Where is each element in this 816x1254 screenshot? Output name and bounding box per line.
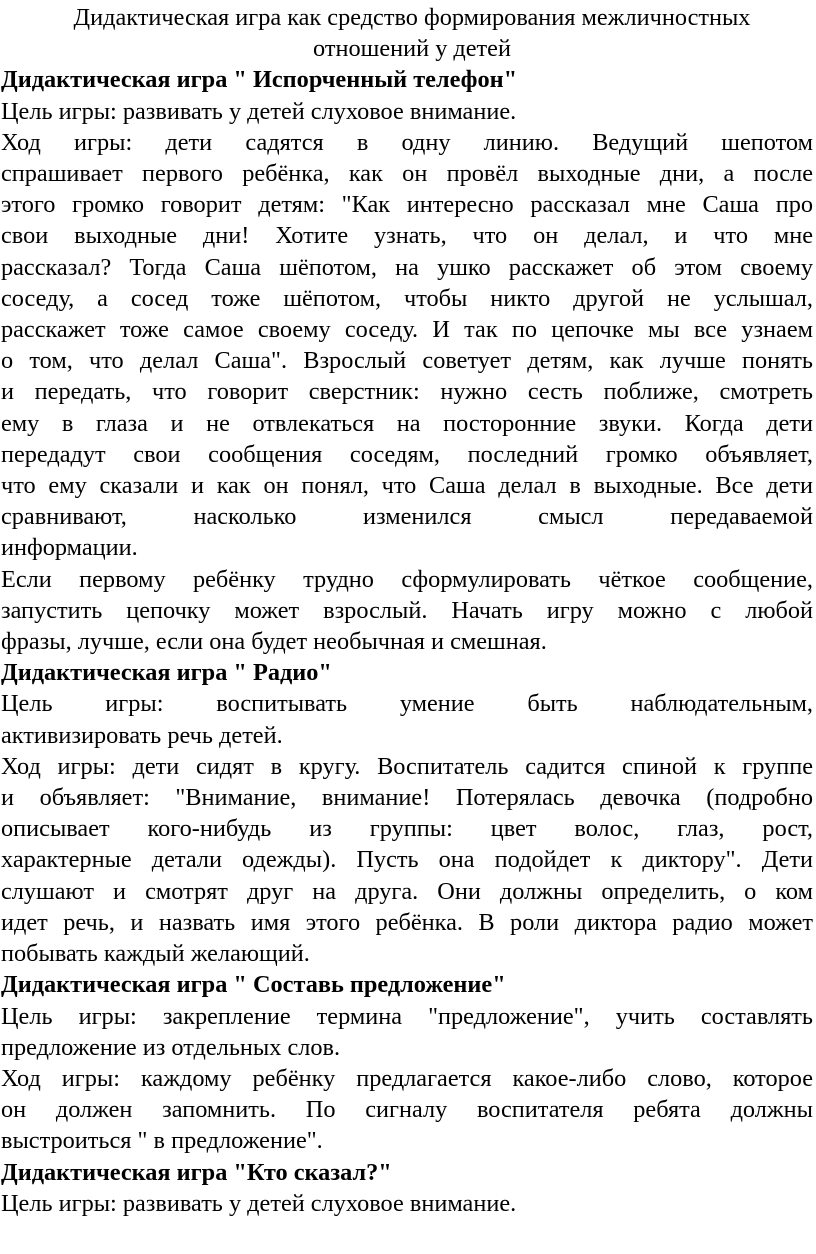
paragraph-line: рассказал? Тогда Саша шёпотом, на ушко расскажет об этом своему: [1, 253, 813, 281]
document-title-line: отношений у детей: [313, 35, 511, 63]
paragraph-line: Если первому ребёнку трудно сформулировать чёткое сообщение,: [1, 565, 813, 593]
paragraph-line: Цель игры: развивать у детей слуховое внимание.: [1, 1189, 517, 1217]
paragraph-line: передадут свои сообщения соседям, последний громко объявляет,: [1, 440, 813, 468]
paragraph: [1, 96, 813, 127]
paragraph: [1, 688, 813, 750]
paragraph: [1, 1001, 813, 1063]
paragraph-line: Цель игры: воспитывать умение быть наблюдательным,: [1, 690, 813, 718]
paragraph-line: о том, что делал Саша". Взрослый советует детям, как лучше понять: [1, 347, 813, 375]
paragraph-line: этого громко говорит детям: "Как интересно рассказал мне Саша про: [1, 191, 813, 219]
section-heading: Дидактическая игра " Испорченный телефон": [1, 66, 518, 94]
paragraph-line: Цель игры: закрепление термина "предложение", учить составлять: [1, 1002, 813, 1030]
paragraph-line: побывать каждый желающий.: [1, 940, 310, 968]
paragraph: [1, 127, 813, 564]
paragraph: [1, 564, 813, 658]
paragraph-line: что ему сказали и как он понял, что Саша делал в выходные. Все дети: [1, 472, 813, 500]
paragraph-line: расскажет тоже самое своему соседу. И так по цепочке мы все узнаем: [1, 316, 813, 344]
paragraph-line: запустить цепочку может взрослый. Начать игру можно с любой: [1, 596, 813, 624]
paragraph-line: соседу, а сосед тоже шёпотом, чтобы никто другой не услышал,: [1, 284, 813, 312]
paragraph-line: слушают и смотрят друг на друга. Они должны определить, о ком: [1, 877, 813, 905]
paragraph-line: Ход игры: дети сидят в кругу. Воспитатель садится спиной к группе: [1, 752, 813, 780]
paragraph-line: спрашивает первого ребёнка, как он провёл выходные дни, а после: [1, 160, 813, 188]
paragraph-line: Ход игры: дети садятся в одну линию. Ведущий шепотом: [1, 128, 813, 156]
paragraph-line: ему в глаза и не отвлекаться на посторонние звуки. Когда дети: [1, 409, 813, 437]
document-title: [1, 0, 813, 64]
section-heading: Дидактическая игра " Радио": [1, 659, 332, 687]
paragraph-line: идет речь, и назвать имя этого ребёнка. В роли диктора радио может: [1, 908, 813, 936]
paragraph-line: фразы, лучше, если она будет необычная и смешная.: [1, 628, 547, 656]
paragraph-line: свои выходные дни! Хотите узнать, что он делал, и что мне: [1, 222, 813, 250]
paragraph-line: Цель игры: развивать у детей слуховое внимание.: [1, 97, 517, 125]
paragraph: [1, 751, 813, 969]
section-heading: Дидактическая игра " Составь предложение": [1, 971, 506, 999]
paragraph-line: и передать, что говорит сверстник: нужно сесть поближе, смотреть: [1, 378, 813, 406]
paragraph: [1, 1063, 813, 1157]
paragraph-line: информации.: [1, 534, 138, 562]
paragraph-line: описывает кого-нибудь из группы: цвет волос, глаз, рост,: [1, 815, 813, 843]
paragraph-line: Ход игры: каждому ребёнку предлагается какое-либо слово, которое: [1, 1064, 813, 1092]
document-title-line: Дидактическая игра как средство формирования межличностных: [73, 4, 751, 31]
paragraph-line: активизировать речь детей.: [1, 721, 283, 749]
document-page: [1, 0, 813, 1219]
paragraph-line: он должен запомнить. По сигналу воспитателя ребята должны: [1, 1096, 813, 1124]
paragraph-line: сравнивают, насколько изменился смысл передаваемой: [1, 503, 813, 531]
paragraph: [1, 1188, 813, 1219]
paragraph-line: выстроиться " в предложение".: [1, 1127, 323, 1155]
section-heading: Дидактическая игра "Кто сказал?": [1, 1158, 392, 1186]
paragraph-line: предложение из отдельных слов.: [1, 1033, 341, 1061]
paragraph-line: характерные детали одежды). Пусть она подойдет к диктору". Дети: [1, 846, 813, 874]
paragraph-line: и объявляет: "Внимание, внимание! Потерялась девочка (подробно: [1, 784, 813, 812]
